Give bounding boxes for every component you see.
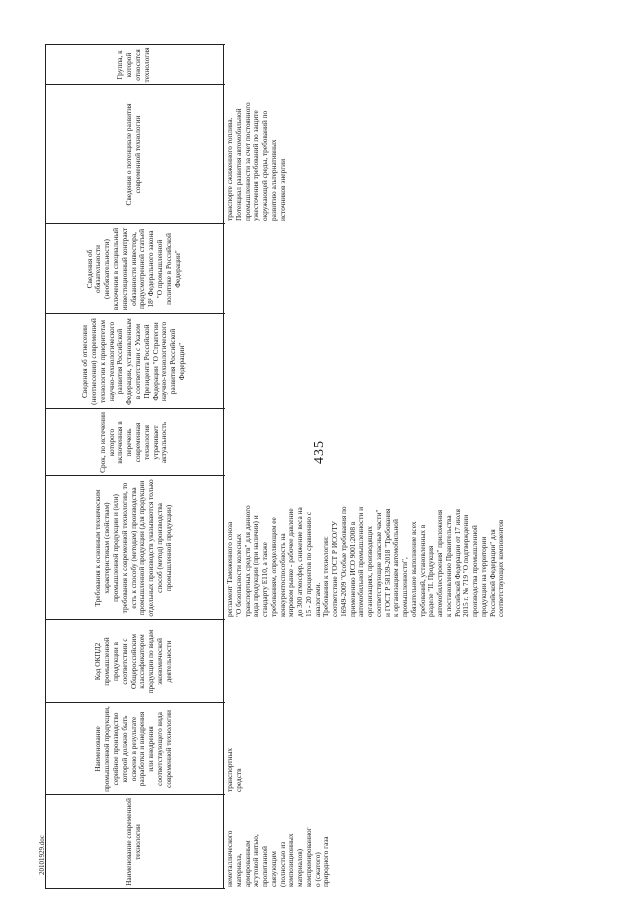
footer-filename: 20101929.doc — [38, 835, 46, 875]
header-requirements: Требования к основным техническим характеристикам (свойствам) промышленной продукции и (или) требования к современной технологии, то есть к способу (методам) производства промышленной продукции (для продукции отдельных производств указываются только способ (метод) производства промышленной продукции) — [93, 479, 173, 617]
header-bottom-border — [223, 44, 224, 889]
column-divider — [45, 619, 225, 620]
header-technology-name: Наименование современной технологии — [124, 798, 142, 886]
column-divider — [45, 475, 225, 476]
column-divider — [45, 702, 225, 703]
page-number: 435 — [312, 440, 327, 464]
header-priorities: Сведения об отнесении (неотнесении) современной технологии к приоритетам научно-технологического развития Российской Федерации, установленным в соответствии с Указом Президента Российской Федерации "О Стратегии научно-технологического развития Российской Федерации" — [80, 318, 186, 405]
column-divider — [45, 44, 225, 45]
header-spic-obligation: Сведения об обязательности (необязательности) включения в специальный инвестиционный контракт обязанности инвестора, предусмотренной статьей 18¹ Федерального закона "О промышленной политике в Российской Федерации" — [84, 227, 182, 311]
header-technology-group: Группа, к которой относится технология — [115, 47, 151, 83]
cell-requirements: регламент Таможенного союза "О безопасности колесных транспортных средств" для данного вида продукции (при наличии) и стандарту Е110, а также требованиям, определяющим ее конкурентоспособность на мировом рынке - рабочее давление до 300 атмосфер, снижение веса на 15 - 20 процентов по сравнению с аналогами. Требования к технологии: соответствие ГОСТ Р ИСО/ТУ 16949-2009 "Особые требования по применению ИСО 9001:2008 в автомобильной промышленности и организациях, производящих соответствующие запасные части" и ГОСТ Р 58139-2018 "Требования к организациям автомобильной промышленности", обязательное выполнение всех требований, установленных в разделе "II. Продукция автомобилестроения" приложения к постановлению Правительства Российской Федерации от 17 июля 2015 г. № 719 "О подтверждении производства промышленной продукции на территории Российской Федерации" для соответствующих компонентов — [225, 505, 506, 617]
header-relevance-term: Срок, по истечении которого включенная в перечень современная технология утрачивает актуальность — [97, 412, 169, 473]
column-divider — [45, 408, 225, 409]
column-divider — [45, 794, 225, 795]
header-okpd2-code: Код ОКПД2 промышленной продукции в соответствии с Общероссийским классификатором продукции по видам экономической деятельности — [93, 629, 173, 694]
header-development-potential: Сведения о потенциале развития современной технологии — [124, 103, 142, 206]
column-divider — [45, 84, 225, 85]
table-top-border — [45, 44, 46, 889]
column-divider — [45, 888, 225, 889]
cell-technology-name: неметаллического материала, армированным жгутовой нитью, пропитанной связующим (полностью из композиционных материалов) компримированног о (сжатого) природного газа — [225, 827, 331, 887]
column-divider — [45, 223, 225, 224]
column-divider — [45, 313, 225, 314]
header-product-name: Наименование промышленной продукции, серийное производство которой должно быть освоено в результате разработки и внедрения или внедрения соответствующего вида современной технологии — [93, 706, 173, 792]
cell-development-potential: транспорте сжиженного топлива. Потенциал развития автомобильной промышленности за счет постоянного ужесточения требований по защите окружающей среды, требований по развитию альтернативных источников энергии — [225, 102, 287, 221]
cell-product-name: транспортных средств — [225, 747, 243, 792]
